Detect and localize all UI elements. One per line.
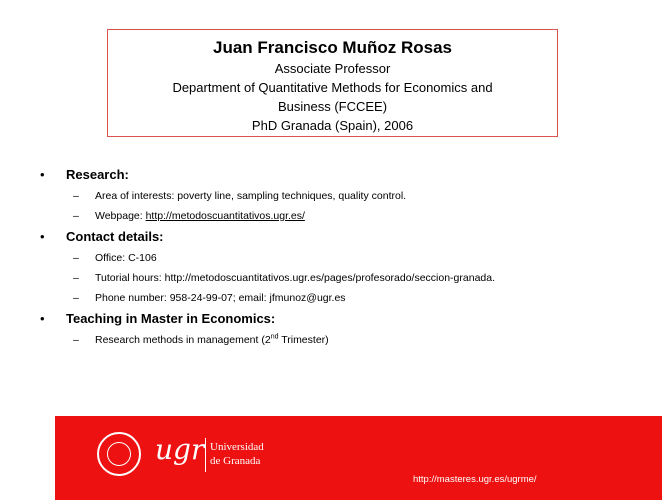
research-heading (40, 164, 640, 186)
department-line-2: Business (FCCEE) (277, 99, 388, 114)
webpage-label: Webpage: (95, 210, 146, 222)
contact-heading (40, 226, 640, 248)
logo-divider (205, 438, 206, 472)
course-suffix: Trimester) (278, 334, 329, 346)
dash-icon: – (73, 334, 79, 346)
dash-icon: – (73, 190, 79, 202)
teaching-heading-text: Teaching in Master in Economics: (66, 311, 276, 326)
phone-text: Phone number: 958-24-99-07; email: jfmunoz@ugr.es (95, 292, 346, 304)
degree-line: PhD Granada (Spain), 2006 (251, 118, 414, 133)
research-heading-text: Research: (66, 167, 129, 182)
university-line-1: Universidad (210, 441, 264, 453)
title-box (107, 29, 558, 137)
seal-inner-ring (107, 442, 131, 466)
research-webpage (40, 206, 640, 226)
teaching-heading (40, 308, 640, 330)
bullet-icon: • (40, 167, 45, 182)
professor-name: Juan Francisco Muñoz Rosas (213, 38, 452, 57)
department-line-1: Department of Quantitative Methods for Economics and (172, 80, 493, 95)
professor-title: Associate Professor (274, 61, 391, 76)
webpage-link[interactable]: http://metodoscuantitativos.ugr.es/ (145, 210, 305, 222)
footer-banner (55, 416, 662, 500)
contact-phone (40, 288, 640, 308)
university-line-2: de Granada (210, 455, 261, 467)
course-prefix: Research methods in management (2 (95, 334, 271, 346)
university-seal-icon (97, 432, 141, 476)
contact-tutorial (40, 268, 640, 288)
contact-office (40, 248, 640, 268)
teaching-course (40, 330, 640, 350)
research-interests-text: Area of interests: poverty line, sampling techniques, quality control. (95, 190, 407, 202)
footer-url[interactable]: http://masteres.ugr.es/ugrme/ (413, 474, 537, 485)
tutorial-text: Tutorial hours: http://metodoscuantitativos.ugr.es/pages/profesorado/seccion-granada. (95, 272, 496, 284)
research-interests (40, 186, 640, 206)
dash-icon: – (73, 252, 79, 264)
slide-content (40, 164, 640, 350)
university-name (210, 440, 264, 468)
bullet-icon: • (40, 311, 45, 326)
bullet-icon: • (40, 229, 45, 244)
contact-heading-text: Contact details: (66, 229, 164, 244)
dash-icon: – (73, 272, 79, 284)
dash-icon: – (73, 210, 79, 222)
dash-icon: – (73, 292, 79, 304)
course-text (95, 334, 329, 346)
office-text: Office: C-106 (95, 252, 157, 264)
course-superscript: nd (270, 333, 279, 341)
logo-ugr-text: ugr (155, 433, 205, 466)
university-logo (97, 432, 297, 476)
